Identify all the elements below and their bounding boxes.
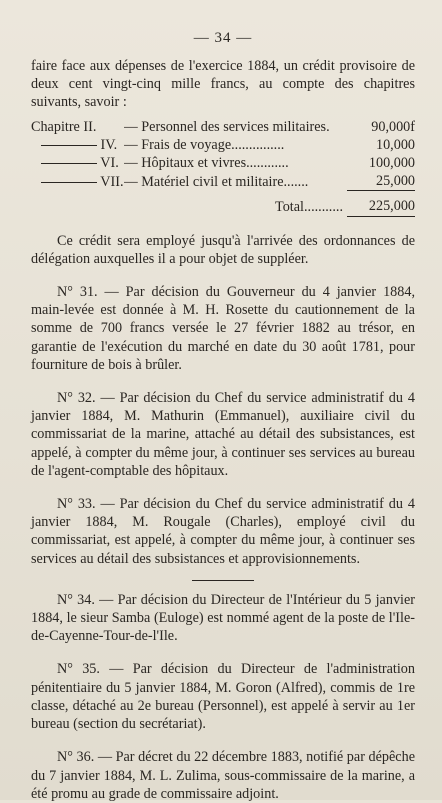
total-amount: 225,000 [347, 191, 415, 216]
decision-36: N° 36. — Par décret du 22 décembre 1883, notifié par dépêche du 7 janvier 1884, M. L. Zulima, sous-commissaire de la marine, a été promu au grade de commissaire adjoint. [31, 749, 415, 802]
credit-row [31, 136, 415, 154]
credit-chapter: VII. [100, 173, 124, 190]
credit-label: — Hôpitaux et vivres............ [123, 155, 289, 172]
credit-label: — Matériel civil et militaire....... [123, 173, 309, 190]
credit-row [31, 172, 415, 191]
credits-table [31, 118, 415, 217]
section-divider [192, 580, 254, 581]
credit-chapter-cell [31, 154, 124, 172]
ditto-dash [41, 145, 97, 146]
credit-amount: 10,000 [375, 136, 415, 153]
decision-35: N° 35. — Par décision du Directeur de l'administration pénitentiaire du 5 janvier 1884, M. Goron (Alfred), commis de 1re classe, détaché au 2e bureau (Personnel), est appelé à servir au 1er bureau (section du secrétariat). [31, 661, 415, 733]
credit-note: Ce crédit sera employé jusqu'à l'arrivée des ordonnances de délégation auxquelles il a pour objet de suppléer. [31, 232, 415, 267]
credit-chapter-cell [31, 136, 124, 154]
page-number: — 34 — [193, 30, 253, 46]
decision-32: N° 32. — Par décision du Chef du service administratif du 4 janvier 1884, M. Mathurin (Emmanuel), auxiliaire civil du commissariat de la marine, attaché au détail des subsistances, est appelé, à compter du même jour, à continuer ses services au bureau de l'agent-comptable des hôpitaux. [31, 390, 415, 479]
decision-31: N° 31. — Par décision du Gouverneur du 4 janvier 1884, main-levée est donnée à M. H. Rosette du cautionnement de la somme de 700 francs versée le 27 février 1882 au trésor, en garantie de l'exécution du marché en date du 30 août 1781, pour fourniture de bois à brûler. [31, 284, 415, 373]
intro-paragraph: faire face aux dépenses de l'exercice 1884, un crédit provisoire de deux cent vingt-cinq mille francs, au compte des chapitres suivants, savoir : [31, 58, 415, 111]
decision-33: N° 33. — Par décision du Chef du service administratif du 4 janvier 1884, M. Rougale (Charles), employé civil du commissariat, est appelé, à compter du même jour, à continuer ses services au détail des subsistances et approvisionnements. [31, 496, 415, 567]
credit-row [31, 154, 415, 172]
credit-label: — Frais de voyage............... [123, 136, 285, 153]
credit-chapter: VI. [100, 155, 119, 172]
ditto-dash [41, 182, 97, 183]
credit-chapter: Chapitre II. [31, 118, 97, 135]
credit-chapter: IV. [100, 136, 118, 153]
credit-row [31, 118, 415, 136]
decision-34: N° 34. — Par décision du Directeur de l'Intérieur du 5 janvier 1884, le sieur Samba (Euloge) est nommé agent de la poste de l'Ile-de-Cayenne-Tour-de-l'Ile. [31, 591, 415, 645]
credit-amount: 90,000f [371, 118, 415, 135]
credit-amount: 25,000 [347, 172, 415, 191]
credit-chapter-cell [31, 172, 124, 191]
total-label: Total........... [275, 198, 343, 215]
credit-label: — Personnel des services militaires. [123, 118, 330, 135]
total-row [31, 191, 415, 216]
credit-amount: 100,000 [368, 155, 415, 172]
ditto-dash [41, 163, 97, 164]
